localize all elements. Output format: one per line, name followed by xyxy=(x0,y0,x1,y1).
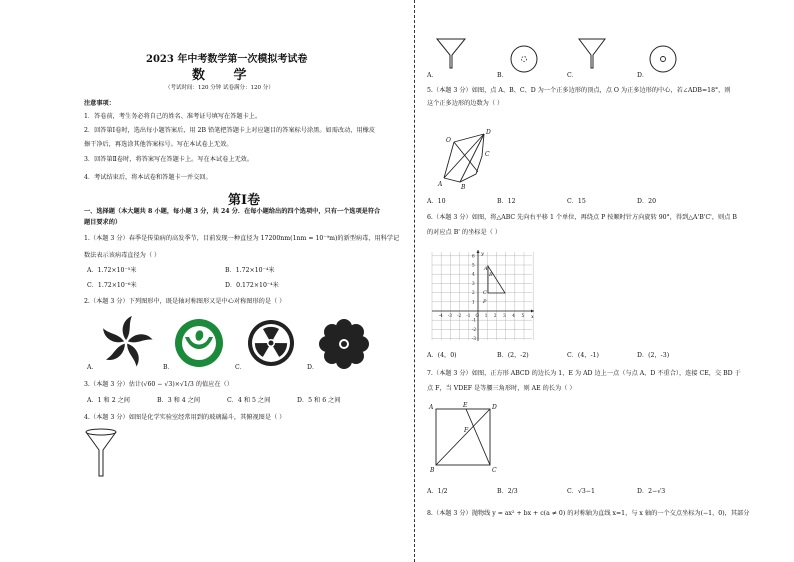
q1-text: 1.（本题 3 分）春季是传染病的高发季节，目前发现一种直径为 17200nm(1nm = 10⁻⁹m)的新型病毒，用科学记 xyxy=(84,235,400,242)
q6-y-tick-label: 2 xyxy=(472,290,475,296)
q7-label-e: E xyxy=(463,402,468,409)
q8-text: 8.（本题 3 分）抛物线 y = ax² + bx + c(a ≠ 0) 的对称轴为直线 x=1，与 x 轴的一个交点坐标为(−1，0)，其部分 xyxy=(427,510,750,517)
q1-option-a[interactable]: A．1.72×10⁻⁵米 xyxy=(87,267,137,274)
q6-x-tick-label: -2 xyxy=(457,313,462,318)
q6-x-tick-label: -1 xyxy=(466,313,471,318)
q2-option-b[interactable]: B． xyxy=(163,364,174,371)
q6-x-tick-label: 5 xyxy=(521,313,525,318)
q2-option-a[interactable]: A． xyxy=(87,364,98,371)
q6-x-tick-label: 2 xyxy=(493,313,497,318)
q6-x-tick-label: O xyxy=(475,313,479,318)
q5-label-b: B xyxy=(461,184,466,191)
right-column xyxy=(420,0,794,562)
q7-option-b[interactable]: B．2/3 xyxy=(497,488,518,495)
q2-figure-a-bauhinia-icon xyxy=(96,312,156,372)
note-3: 3．回答第Ⅱ卷时，将答案写在答题卡上。写在本试卷上无效。 xyxy=(84,156,254,163)
q7-label-b: B xyxy=(430,467,435,474)
notes-title: 注意事项： xyxy=(84,100,115,107)
q6-option-a[interactable]: A．(4，0) xyxy=(427,352,457,359)
q4-option-d[interactable]: D． xyxy=(637,72,649,79)
q4-option-c[interactable]: C． xyxy=(567,72,578,79)
q5-label-c: C xyxy=(485,151,490,158)
q6-text-cont: 的对应点 B' 的坐标是（ ） xyxy=(427,229,502,236)
q2-figure-b-green-logo-icon xyxy=(174,318,224,368)
q7-option-c[interactable]: C．√3−1 xyxy=(567,488,595,495)
q1-option-c[interactable]: C．1.72×10⁻⁶米 xyxy=(87,282,137,289)
q5-polygon-figure xyxy=(434,112,514,190)
section-heading: 一、选择题（本大题共 8 小题，每小题 3 分，共 24 分．在每小题给出的四个选项中，只有一个选项是符合 xyxy=(84,208,381,215)
q4-option-d-circle-icon xyxy=(648,44,678,74)
q4-option-a[interactable]: A． xyxy=(427,72,438,79)
q6-y-tick-label: 5 xyxy=(472,262,475,268)
q5-label-o: O xyxy=(446,137,451,144)
q7-label-d: D xyxy=(492,404,497,411)
q4-option-c-funnel-icon xyxy=(578,37,606,69)
q6-y-tick-label: 4 xyxy=(472,271,475,277)
q7-text: 7.（本题 3 分）如图，正方形 ABCD 的边长为 1，E 为 AD 边上一点（与点 A、D 不重合），连接 CE，交 BD 于 xyxy=(427,370,741,377)
q7-square-figure xyxy=(428,401,498,477)
section-heading-cont: 题目要求的） xyxy=(84,219,122,226)
q4-option-b-circle-icon xyxy=(509,44,539,74)
column-divider xyxy=(414,0,415,562)
q6-coordinate-grid xyxy=(430,250,536,342)
q7-option-a[interactable]: A．1/2 xyxy=(427,488,448,495)
note-4: 4．考试结束后，将本试卷和答题卡一并交回。 xyxy=(84,174,212,181)
q5-text-cont: 这个正多边形的边数为（ ） xyxy=(427,100,504,107)
q6-text: 6.（本题 3 分）如图，将△ABC 先向右平移 1 个单位，再绕点 P 按顺时针方向旋转 90°，得到△A'B'C'，则点 B xyxy=(427,214,737,221)
q4-funnel-figure-icon xyxy=(84,428,118,478)
q6-x-tick-label: 1 xyxy=(484,313,488,318)
q7-label-c: C xyxy=(492,467,497,474)
q5-option-a[interactable]: A．10 xyxy=(427,198,446,205)
q7-label-a: A xyxy=(429,404,434,411)
q3-option-a[interactable]: A．1 和 2 之间 xyxy=(87,397,130,404)
q6-y-tick-label: 6 xyxy=(472,253,475,259)
q6-x-tick-label: 3 xyxy=(503,313,506,318)
q4-text: 4.（本题 3 分）如图是化学实验室经常用到的玻璃漏斗，其俯视图是（ ） xyxy=(84,414,286,421)
q7-text-cont: 点 F，当 VDEF 是等腰三角形时，则 AE 的长为（ ） xyxy=(427,385,576,392)
q1-text-cont: 数法表示该病毒直径为（ ） xyxy=(84,252,161,259)
q2-figure-c-radiation-icon xyxy=(246,318,296,368)
q7-label-f: F xyxy=(464,427,469,434)
q2-figure-d-flower-icon xyxy=(318,318,370,370)
q6-label-a: A xyxy=(484,266,488,272)
q4-option-b[interactable]: B． xyxy=(497,72,508,79)
subject-title: 数 学 xyxy=(192,68,259,83)
q3-option-c[interactable]: C．4 和 5 之间 xyxy=(227,397,271,404)
q6-axis-x-label: x xyxy=(531,314,534,320)
q6-y-tick-label: -2 xyxy=(472,326,477,332)
q6-y-tick-label: -1 xyxy=(472,317,477,323)
q5-label-d: D xyxy=(486,129,491,136)
q3-option-b[interactable]: B．3 和 4 之间 xyxy=(157,397,201,404)
q5-option-d[interactable]: D．20 xyxy=(637,198,657,205)
q6-x-tick-label: 4 xyxy=(512,313,515,318)
q3-option-d[interactable]: D．5 和 6 之间 xyxy=(297,397,341,404)
q2-option-c[interactable]: C． xyxy=(235,364,246,371)
exam-title: 2023 年中考数学第一次模拟考试卷 xyxy=(146,54,308,65)
q5-option-b[interactable]: B．12 xyxy=(497,198,516,205)
q7-option-d[interactable]: D．2−√3 xyxy=(637,488,666,495)
q6-x-tick-label: -4 xyxy=(438,313,443,318)
q6-option-d[interactable]: D．(2，-3) xyxy=(637,352,670,359)
q6-option-c[interactable]: C．(4，-1) xyxy=(567,352,599,359)
q6-option-b[interactable]: B．(2，-2) xyxy=(497,352,529,359)
q6-y-tick-label: 3 xyxy=(472,280,475,286)
q6-axis-y-label: y xyxy=(481,251,484,257)
q2-text: 2.（本题 3 分）下列图形中，既是轴对称图形又是中心对称图形的是（ ） xyxy=(84,298,286,305)
q6-label-b: B xyxy=(489,272,493,278)
q2-option-d[interactable]: D． xyxy=(307,364,319,371)
q6-y-tick-label: -3 xyxy=(472,336,477,342)
q3-text: 3.（本题 3 分）估计(√60 − √3)×√1/3 的值应在（） xyxy=(84,381,233,388)
exam-info: （考试时间：120 分钟 试卷满分：120 分） xyxy=(165,85,274,91)
q5-text: 5.（本题 3 分）如图，点 A、B、C、D 为一个正多边形的顶点，点 O 为正多边形的中心，若∠ADB=18°，则 xyxy=(427,87,731,94)
q6-y-tick-label: 1 xyxy=(472,299,475,305)
note-2: 2．回答第Ⅰ卷时，选出每小题答案后，用 2B 铅笔把答题卡上对应题目的答案标号涂黑。如需改动，用橡皮 xyxy=(84,127,376,134)
q6-label-c: C xyxy=(483,290,487,296)
q5-label-a: A xyxy=(438,181,443,188)
q6-x-tick-label: -3 xyxy=(447,313,452,318)
q6-label-p: P xyxy=(483,299,487,305)
q1-option-b[interactable]: B．1.72×10⁻⁴米 xyxy=(225,267,275,274)
note-1: 1．答卷前，考生务必将自己的姓名、准考证号填写在答题卡上。 xyxy=(84,113,262,120)
q5-option-c[interactable]: C．15 xyxy=(567,198,586,205)
q1-option-d[interactable]: D．0.172×10⁻⁴米 xyxy=(225,282,279,289)
note-2-cont: 擦干净后，再选涂其他答案标号。写在本试卷上无效。 xyxy=(84,141,233,148)
volume-title: 第Ⅰ卷 xyxy=(228,193,261,208)
q4-option-a-funnel-icon xyxy=(436,37,466,69)
